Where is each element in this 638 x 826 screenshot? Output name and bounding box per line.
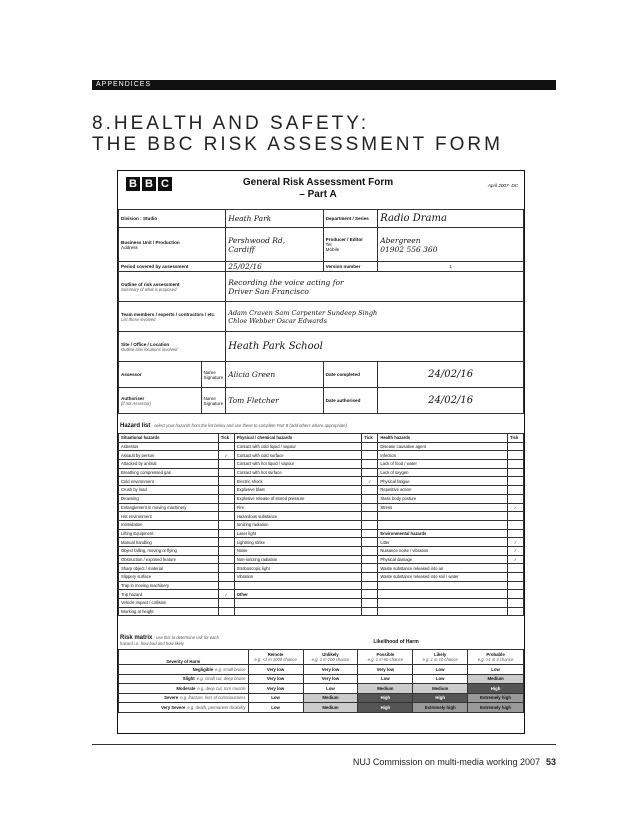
team-value-cell[interactable] — [226, 302, 524, 332]
hazard-tick-cell[interactable] — [218, 555, 234, 564]
risk-level-cell: High — [468, 684, 524, 694]
hazard-row — [119, 555, 524, 564]
hazard-tick-cell[interactable] — [218, 468, 234, 477]
hazard-item: Fire — [234, 503, 362, 512]
hazard-tick-cell[interactable] — [218, 512, 234, 521]
hazard-item: Lack of oxygen — [378, 468, 508, 477]
hazard-tick-cell[interactable] — [507, 564, 523, 573]
hazard-item: Slippery surface — [119, 573, 219, 582]
hazard-item: Drowning — [119, 494, 219, 503]
severity-cell — [119, 693, 249, 703]
hazard-item — [378, 590, 508, 599]
severity-label: Negligible — [192, 666, 214, 672]
likelihood-example: e.g. >1 in 3 chance — [477, 657, 514, 662]
hazard-item: Breathing compressed gas — [119, 468, 219, 477]
hazard-item — [378, 520, 508, 529]
likelihood-label: Unlikely — [322, 652, 339, 657]
producer-value: Abergreen — [380, 235, 421, 245]
hazard-tick-cell[interactable] — [362, 573, 378, 582]
hazard-tick-cell[interactable] — [362, 555, 378, 564]
risk-level-cell: Medium — [468, 674, 524, 684]
hazard-item: Attacked by animal — [119, 460, 219, 469]
hazard-item: Explosive blast — [234, 486, 362, 495]
hazard-tick-cell[interactable] — [218, 564, 234, 573]
likelihood-label: Likely — [434, 652, 447, 657]
appendices-label: APPENDICES — [96, 81, 152, 88]
risk-level-cell: Medium — [413, 684, 468, 694]
likelihood-col — [468, 650, 524, 665]
hazard-tick-cell[interactable] — [507, 442, 523, 451]
matrix-row — [119, 684, 524, 694]
hazard-item: Environmental hazards — [378, 529, 508, 538]
hazard-tick-cell[interactable] — [507, 590, 523, 599]
period-value[interactable]: 25/02/16 — [226, 262, 323, 272]
bu-label: Business Unit / Production — [121, 239, 180, 245]
severity-cell — [119, 684, 249, 694]
hazard-tick-cell[interactable] — [218, 599, 234, 608]
assessor-sig-label: Signature — [203, 374, 224, 380]
form-title — [208, 177, 428, 201]
likelihood-col — [413, 650, 468, 665]
risk-level-cell: Very low — [248, 674, 303, 684]
site-label: Site / Office / Location — [121, 341, 170, 347]
hazard-tick-cell[interactable] — [362, 529, 378, 538]
hazard-item: Sharp object / material — [119, 564, 219, 573]
hazard-item — [234, 599, 362, 608]
matrix-row — [119, 665, 524, 675]
hazard-item: Working at height — [119, 607, 219, 616]
hazard-row — [119, 581, 524, 590]
hazard-item: Stroboscopic light — [234, 564, 362, 573]
risk-level-cell: Low — [248, 693, 303, 703]
matrix-row — [119, 703, 524, 713]
hazard-col-tick-1: Tick — [218, 434, 234, 443]
risk-level-cell: Very low — [358, 665, 413, 675]
hazard-tick-cell[interactable] — [362, 442, 378, 451]
matrix-header-row — [119, 650, 524, 665]
risk-level-cell: Extremely high — [413, 703, 468, 713]
hazard-item: Lightning strike — [234, 538, 362, 547]
hazard-row — [119, 494, 524, 503]
hazard-row — [119, 590, 524, 599]
hazard-item: Hazardous substance — [234, 512, 362, 521]
hazard-row — [119, 546, 524, 555]
risk-level-cell: Low — [413, 665, 468, 675]
page-number: 53 — [545, 757, 556, 767]
hazard-row — [119, 460, 524, 469]
hazard-item: Lack of food / water — [378, 460, 508, 469]
hazard-rows — [119, 442, 524, 616]
hazard-item: Intimidation — [119, 520, 219, 529]
hazard-row — [119, 477, 524, 486]
hazard-tick-cell[interactable] — [362, 590, 378, 599]
severity-example: e.g. small bruise — [215, 666, 246, 672]
severity-label: Moderate — [176, 685, 196, 691]
severity-label: Very Severe — [161, 704, 186, 710]
hazard-row — [119, 442, 524, 451]
team-label: Team members / experts / contractors / etc. — [121, 311, 216, 317]
hazard-item: Static body posture — [378, 494, 508, 503]
risk-level-cell: Low — [358, 674, 413, 684]
outline-cell — [119, 272, 226, 302]
hazard-tick-cell[interactable]: ✓ — [218, 590, 234, 599]
hazard-row — [119, 512, 524, 521]
team-value-line2: Chloe Webber Oscar Edwards — [228, 316, 327, 325]
hazard-tick-cell[interactable] — [362, 520, 378, 529]
hazard-tick-cell[interactable] — [218, 442, 234, 451]
risk-level-cell: Very low — [303, 674, 358, 684]
hazard-item: Crush by load — [119, 486, 219, 495]
assessor-name-label: Name — [203, 369, 216, 375]
hazard-tick-cell[interactable] — [507, 460, 523, 469]
hazard-item: Contact with cold liquid / vapour — [234, 442, 362, 451]
hazard-tick-cell[interactable] — [218, 486, 234, 495]
hazard-item: Explosive release of stored pressure — [234, 494, 362, 503]
risk-assessment-form — [117, 170, 525, 734]
risk-level-cell: High — [413, 693, 468, 703]
severity-example: e.g. death, permanent disability — [187, 704, 246, 710]
likelihood-heading: Likelihood of Harm — [373, 639, 419, 645]
matrix-heading — [120, 635, 230, 647]
hazard-row — [119, 468, 524, 477]
hazard-row — [119, 564, 524, 573]
hazard-tick-cell[interactable] — [218, 460, 234, 469]
hazard-item: Other — [234, 590, 362, 599]
risk-level-cell: Medium — [303, 693, 358, 703]
logo-block-3: C — [158, 177, 172, 191]
hazard-item — [378, 607, 508, 616]
hazard-row — [119, 599, 524, 608]
hazard-tick-cell[interactable]: ✓ — [507, 546, 523, 555]
team-value-line1: Adam Craven Sam Carpenter Sundeep Singh — [228, 308, 378, 317]
section-subtitle: THE BBC RISK ASSESSMENT FORM — [92, 134, 503, 155]
hazard-tick-cell[interactable] — [362, 486, 378, 495]
hazard-item: Noise — [234, 546, 362, 555]
hazard-item: Non-ionizing radiation — [234, 555, 362, 564]
risk-level-cell: Medium — [303, 703, 358, 713]
hazard-tick-cell[interactable] — [218, 520, 234, 529]
risk-level-cell: Very low — [303, 665, 358, 675]
hazard-tick-cell[interactable] — [218, 477, 234, 486]
form-header — [118, 171, 524, 207]
severity-example: e.g. fracture, loss of consciousness — [180, 695, 246, 701]
risk-level-cell: Low — [468, 665, 524, 675]
hazard-tick-cell[interactable] — [507, 494, 523, 503]
authoriser-sig-label: Signature — [203, 400, 224, 406]
hazard-tick-cell[interactable] — [507, 512, 523, 521]
hazard-tick-cell[interactable] — [362, 581, 378, 590]
producer-label: Producer / Editor — [325, 237, 363, 242]
team-cell — [119, 302, 226, 332]
hazard-item: Physical damage — [378, 555, 508, 564]
tel-label: Tel — [325, 242, 332, 247]
hazard-tick-cell[interactable] — [507, 451, 523, 460]
hazard-row — [119, 607, 524, 616]
hazard-tick-cell[interactable] — [362, 468, 378, 477]
hazard-tick-cell[interactable]: ✓ — [507, 555, 523, 564]
hazard-heading — [120, 423, 347, 429]
hazard-row — [119, 538, 524, 547]
hazard-item — [234, 581, 362, 590]
hazard-item: Obstruction / exposed feature — [119, 555, 219, 564]
hazard-tick-cell[interactable] — [218, 546, 234, 555]
authoriser-value[interactable]: Tom Fletcher — [226, 388, 323, 414]
hazard-item: Asbestos — [119, 442, 219, 451]
hazard-tick-cell[interactable] — [218, 529, 234, 538]
matrix-note: - use this to determine risk for each hazard i.e. how bad and how likely — [120, 635, 219, 646]
hazard-tick-cell[interactable] — [218, 538, 234, 547]
site-sub: Outline site/ locations involved — [121, 346, 178, 352]
assessor-name-sig-labels — [201, 362, 226, 388]
hazard-tick-cell[interactable] — [362, 503, 378, 512]
dept-value[interactable]: Radio Drama — [378, 210, 524, 228]
severity-label: Slight — [182, 676, 195, 682]
hazard-item: Repetitive action — [378, 486, 508, 495]
risk-level-cell: High — [358, 693, 413, 703]
hazard-tick-cell[interactable] — [218, 494, 234, 503]
bu-value-line1: Pershwood Rd, — [228, 235, 286, 245]
footer-line — [353, 757, 556, 767]
hazard-item: Entanglement in moving machinery — [119, 503, 219, 512]
site-value[interactable]: Heath Park School — [226, 332, 524, 362]
hazard-item: Hot environment — [119, 512, 219, 521]
hazard-col-tick-3: Tick — [507, 434, 523, 443]
completed-label: Date completed — [323, 362, 378, 388]
section-title: 8.HEALTH AND SAFETY: — [92, 113, 370, 134]
hazard-tick-cell[interactable] — [218, 503, 234, 512]
hazard-item — [378, 599, 508, 608]
outline-value-line1: Recording the voice acting for — [228, 277, 344, 287]
hazard-tick-cell[interactable] — [218, 581, 234, 590]
hazard-tick-cell[interactable] — [507, 573, 523, 582]
hazard-tick-cell[interactable] — [507, 599, 523, 608]
hazard-tick-cell[interactable] — [218, 607, 234, 616]
hazard-heading-text: Hazard list — [120, 423, 151, 429]
hazard-tick-cell[interactable] — [362, 546, 378, 555]
authoriser-sub: (if not Assessor) — [121, 400, 152, 406]
hazard-item: Trap in moving machinery — [119, 581, 219, 590]
hazard-item — [378, 581, 508, 590]
authorised-value[interactable]: 24/02/16 — [378, 388, 524, 414]
division-value[interactable]: Heath Park — [226, 210, 323, 228]
matrix-row — [119, 674, 524, 684]
risk-level-cell: Low — [303, 684, 358, 694]
hazard-tick-cell[interactable]: ✓ — [507, 538, 523, 547]
likelihood-example: e.g. <1 in 1000 chance — [254, 657, 297, 662]
likelihood-col — [248, 650, 303, 665]
hazard-item: Ionizing radiation — [234, 520, 362, 529]
risk-level-cell: Very low — [248, 665, 303, 675]
address-label: Address — [121, 244, 138, 250]
bu-value-cell[interactable] — [226, 228, 323, 262]
footer-text: NUJ Commission on multi-media working 2007 — [352, 757, 540, 767]
hazard-tick-cell[interactable] — [507, 607, 523, 616]
hazard-row — [119, 573, 524, 582]
hazard-row — [119, 529, 524, 538]
risk-level-cell: Medium — [358, 684, 413, 694]
hazard-item: Electric shock — [234, 477, 362, 486]
likelihood-label: Remote — [267, 652, 284, 657]
risk-level-cell: Low — [248, 703, 303, 713]
hazard-tick-cell[interactable] — [362, 599, 378, 608]
hazard-row — [119, 486, 524, 495]
severity-heading: Severity of Harm — [119, 650, 249, 665]
appendices-band — [92, 80, 556, 90]
risk-matrix-rows — [119, 650, 524, 713]
risk-level-cell: Extremely high — [468, 703, 524, 713]
risk-level-cell: High — [358, 703, 413, 713]
outline-sub: Summary of what is proposed — [121, 286, 177, 292]
version-value[interactable]: 1 — [378, 262, 524, 272]
likelihood-label: Possible — [376, 652, 395, 657]
severity-example: e.g. small cut, deep bruise — [196, 676, 246, 682]
hazard-tick-cell[interactable]: ✓ — [507, 503, 523, 512]
details-table — [118, 209, 524, 414]
severity-cell — [119, 703, 249, 713]
outline-value-line2: Driver San Francisco — [228, 286, 309, 296]
bu-value-line2: Cardiff — [228, 244, 255, 254]
producer-cell — [323, 228, 378, 262]
hazard-row — [119, 503, 524, 512]
hazard-item: Lifting Equipment — [119, 529, 219, 538]
form-title-sub: – Part A — [299, 189, 337, 200]
authoriser-label: Authoriser — [121, 395, 145, 401]
producer-value-cell[interactable] — [378, 228, 524, 262]
hazard-item: Object falling, moving or flying — [119, 546, 219, 555]
hazard-tick-cell[interactable] — [507, 468, 523, 477]
hazard-tick-cell[interactable] — [362, 538, 378, 547]
assessor-label: Assessor — [119, 362, 202, 388]
form-title-main: General Risk Assessment Form — [242, 177, 394, 188]
severity-example: e.g. deep cut, torn muscle — [197, 685, 246, 691]
assessor-value[interactable]: Alicia Green — [226, 362, 323, 388]
matrix-row — [119, 693, 524, 703]
risk-level-cell: Very low — [248, 684, 303, 694]
hazard-table — [118, 433, 524, 616]
period-label: Period covered by assessment — [119, 262, 226, 272]
matrix-heading-text: Risk matrix — [120, 635, 153, 641]
risk-level-cell: Low — [413, 674, 468, 684]
site-cell — [119, 332, 226, 362]
authorised-label: Date authorised — [323, 388, 378, 414]
team-sub: List those involved — [121, 316, 156, 322]
hazard-tick-cell[interactable]: ✓ — [362, 477, 378, 486]
hazard-item: Physical fatigue — [378, 477, 508, 486]
bbc-logo — [126, 177, 172, 191]
division-label: Division : Studio — [119, 210, 226, 228]
hazard-note: - select your hazards from the list below and use these to complete Part B (add others where appropriate) — [150, 423, 348, 428]
hazard-item: Laser light — [234, 529, 362, 538]
hazard-item: Litter — [378, 538, 508, 547]
hazard-item: Contact with cold surface — [234, 451, 362, 460]
likelihood-example: e.g. 1 in 200 chance — [311, 657, 350, 662]
hazard-item — [234, 607, 362, 616]
hazard-item: Assault by person — [119, 451, 219, 460]
hazard-tick-cell[interactable]: ✓ — [218, 451, 234, 460]
bu-cell — [119, 228, 226, 262]
dept-label: Department / Series — [323, 210, 378, 228]
logo-block-2: B — [142, 177, 156, 191]
likelihood-col — [358, 650, 413, 665]
hazard-item: Infection — [378, 451, 508, 460]
outline-value-cell[interactable] — [226, 272, 524, 302]
hazard-col-tick-2: Tick — [362, 434, 378, 443]
hazard-tick-cell[interactable] — [507, 477, 523, 486]
tel-value: 01902 556 360 — [380, 244, 438, 254]
hazard-tick-cell[interactable] — [362, 494, 378, 503]
hazard-item: Trip hazard — [119, 590, 219, 599]
hazard-item: Vibration — [234, 573, 362, 582]
risk-level-cell: Extremely high — [468, 693, 524, 703]
hazard-tick-cell[interactable] — [362, 451, 378, 460]
hazard-row — [119, 520, 524, 529]
severity-label: Severe — [164, 695, 179, 701]
authoriser-cell — [119, 388, 202, 414]
hazard-item: Waste substance released into air — [378, 564, 508, 573]
hazard-tick-cell[interactable] — [218, 573, 234, 582]
completed-value[interactable]: 24/02/16 — [378, 362, 524, 388]
hazard-tick-cell[interactable] — [507, 581, 523, 590]
page-footer — [92, 744, 556, 767]
hazard-tick-cell[interactable] — [362, 607, 378, 616]
hazard-row — [119, 451, 524, 460]
authoriser-name-label: Name — [203, 395, 216, 401]
hazard-item: Contact with hot liquid / vapour — [234, 460, 362, 469]
hazard-tick-cell[interactable] — [362, 512, 378, 521]
hazard-item: Vehicle impact / collision — [119, 599, 219, 608]
version-label: Version number — [323, 262, 378, 272]
hazard-tick-cell[interactable] — [507, 486, 523, 495]
hazard-item: Stress — [378, 503, 508, 512]
hazard-col-health: Health hazards — [378, 434, 508, 443]
hazard-item: Disease causative agent — [378, 442, 508, 451]
severity-cell — [119, 674, 249, 684]
hazard-col-situational: Situational hazards — [119, 434, 219, 443]
logo-block-1: B — [126, 177, 140, 191]
outline-label: Outline of risk assessment — [121, 281, 180, 287]
likelihood-example: e.g. 1 in 10 chance — [422, 657, 458, 662]
hazard-item: Cold environment — [119, 477, 219, 486]
hazard-tick-cell[interactable] — [507, 529, 523, 538]
hazard-item: Manual handling — [119, 538, 219, 547]
severity-cell — [119, 665, 249, 675]
form-date: April 2007- DC — [487, 183, 518, 188]
hazard-item: Contact with hot surface — [234, 468, 362, 477]
risk-matrix-table — [118, 649, 524, 713]
likelihood-col — [303, 650, 358, 665]
hazard-tick-cell[interactable] — [362, 460, 378, 469]
authoriser-name-sig-labels — [201, 388, 226, 414]
hazard-col-physical: Physical / chemical hazards — [234, 434, 362, 443]
hazard-item — [378, 512, 508, 521]
likelihood-label: Probable — [486, 652, 505, 657]
likelihood-example: e.g. 1 in 50 chance — [367, 657, 404, 662]
hazard-item: Nuisance noise / vibration — [378, 546, 508, 555]
hazard-item: Waste substance released into soil / water — [378, 573, 508, 582]
hazard-tick-cell[interactable] — [507, 520, 523, 529]
mobile-label: Mobile — [325, 247, 340, 252]
hazard-tick-cell[interactable] — [362, 564, 378, 573]
